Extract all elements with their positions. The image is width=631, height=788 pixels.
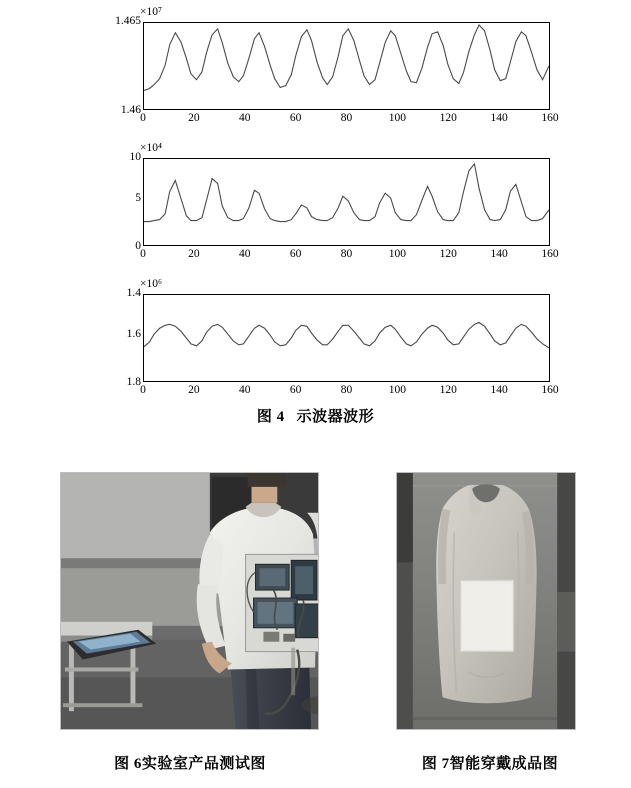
y-axis-tick-labels <box>110 151 141 252</box>
x-tick-label: 120 <box>439 384 457 396</box>
plot-area <box>143 158 550 246</box>
y-tick-label: 5 <box>135 192 141 204</box>
figure-6-caption <box>40 752 340 773</box>
x-tick-label: 60 <box>289 248 302 260</box>
figure-6-photo <box>60 472 319 730</box>
y-tick-label: 1.465 <box>115 15 141 27</box>
y-tick-label: 1.46 <box>120 103 141 116</box>
figure-4-title: 示波器波形 <box>296 409 375 425</box>
figure-4-number: 图 4 <box>256 409 285 425</box>
x-tick-label: 160 <box>541 384 559 396</box>
figure-7-photo <box>396 472 576 730</box>
y-tick-label: 1.6 <box>126 328 141 340</box>
plot-area <box>143 294 550 382</box>
y-tick-label: 0 <box>135 239 141 252</box>
figures-6-and-7 <box>0 466 631 788</box>
y-tick-label: 1.8 <box>126 375 141 388</box>
y-axis-tick-labels <box>110 287 141 388</box>
plot-area <box>143 22 550 110</box>
y-axis-exponent-label: ×10⁶ <box>140 278 162 290</box>
smart-wearable-photo <box>397 473 575 729</box>
chart-oscilloscope-channel-2 <box>110 142 559 260</box>
x-tick-label: 100 <box>388 248 406 260</box>
chart-oscilloscope-channel-3 <box>110 278 559 396</box>
x-tick-label: 0 <box>140 112 146 124</box>
chart-oscilloscope-channel-1 <box>110 6 559 124</box>
x-tick-label: 80 <box>340 112 353 124</box>
figure-6-title: 实验室产品测试图 <box>141 756 266 772</box>
x-tick-label: 60 <box>289 112 302 124</box>
x-axis-tick-labels <box>140 112 559 127</box>
x-tick-label: 20 <box>188 384 200 396</box>
x-tick-label: 60 <box>289 384 302 396</box>
x-tick-label: 140 <box>490 248 508 260</box>
figure-7-title: 智能穿戴成品图 <box>449 756 559 772</box>
x-axis-tick-labels <box>140 248 559 263</box>
x-tick-label: 160 <box>541 112 559 124</box>
x-tick-label: 100 <box>388 112 406 124</box>
figure-7-caption <box>370 752 610 773</box>
x-tick-label: 0 <box>140 384 146 396</box>
x-tick-label: 160 <box>541 248 559 260</box>
x-tick-label: 120 <box>439 248 457 260</box>
lab-test-photo <box>61 473 318 729</box>
waveform-2 <box>144 159 549 245</box>
waveform-3 <box>144 295 549 381</box>
waveform-1 <box>144 23 549 109</box>
x-tick-label: 140 <box>490 112 508 124</box>
x-tick-label: 40 <box>239 248 251 260</box>
figure-4-caption <box>0 405 631 426</box>
y-tick-label: 1.4 <box>126 287 141 299</box>
x-tick-label: 40 <box>239 384 251 396</box>
x-tick-label: 0 <box>140 248 146 260</box>
y-axis-tick-labels <box>110 15 141 116</box>
y-axis-exponent-label: ×10⁴ <box>140 142 162 154</box>
x-tick-label: 40 <box>239 112 251 124</box>
y-tick-label: 10 <box>129 151 141 163</box>
y-axis-exponent-label: ×10⁷ <box>140 6 162 18</box>
x-tick-label: 120 <box>439 112 457 124</box>
x-tick-label: 20 <box>188 112 200 124</box>
x-tick-label: 80 <box>340 384 353 396</box>
x-tick-label: 100 <box>388 384 406 396</box>
x-tick-label: 20 <box>188 248 200 260</box>
x-tick-label: 140 <box>490 384 508 396</box>
x-axis-tick-labels <box>140 384 559 399</box>
figure-7-number: 图 7 <box>421 756 450 772</box>
x-tick-label: 80 <box>340 248 353 260</box>
figure-6-number: 图 6 <box>114 756 142 772</box>
